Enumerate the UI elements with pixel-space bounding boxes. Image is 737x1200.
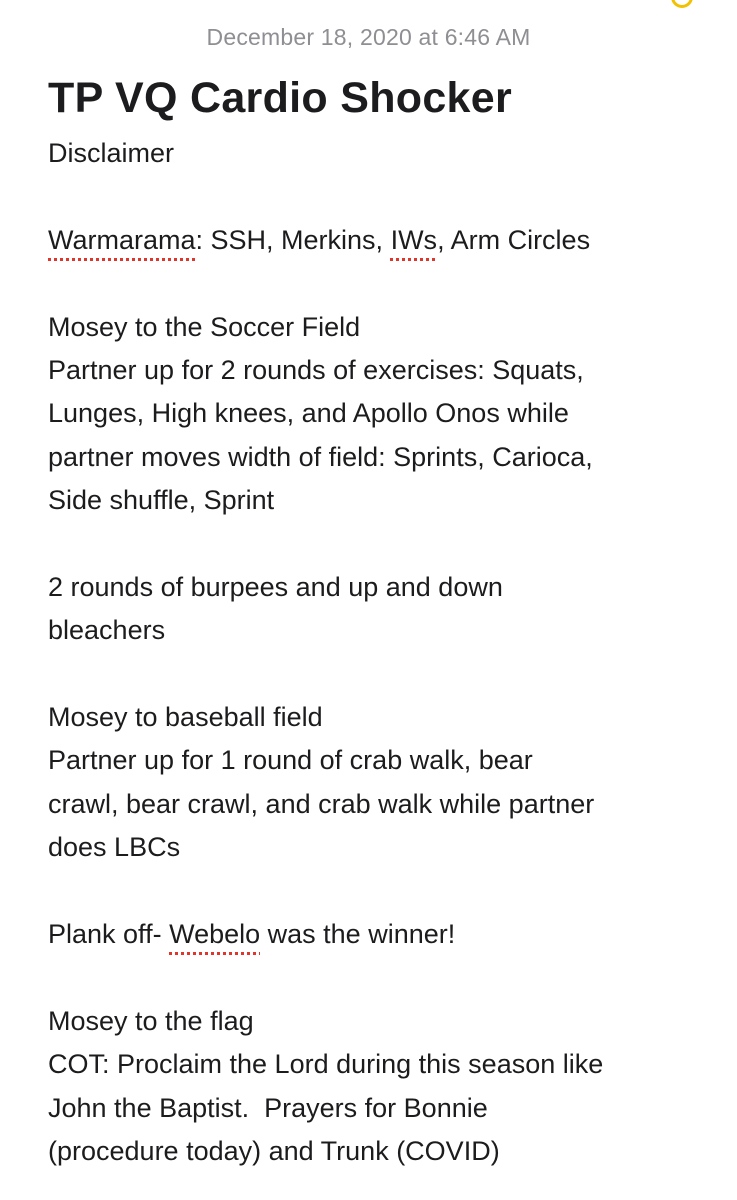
status-dot-icon [671, 0, 693, 8]
plank-text-end: was the winner! [260, 919, 456, 950]
misspelled-word-iws[interactable]: IWs [390, 224, 438, 255]
note-body[interactable] [48, 132, 718, 1173]
blank-line [48, 870, 718, 913]
misspelled-word-warmarama[interactable]: Warmarama [48, 224, 196, 255]
misspelled-word-webelo[interactable]: Webelo [169, 919, 261, 950]
blank-line [48, 653, 718, 696]
note-line-soccer-3: partner moves width of field: Sprints, Carioca, [48, 441, 593, 472]
note-line-plank [48, 913, 718, 956]
note-line-baseball-3: does LBCs [48, 832, 181, 863]
warmarama-text: : SSH, Merkins, [195, 224, 391, 255]
note-title[interactable]: TP VQ Cardio Shocker [48, 74, 513, 122]
note-line-soccer-2: Lunges, High knees, and Apollo Onos while [48, 398, 569, 429]
note-line-cot-3: (procedure today) and Trunk (COVID) [48, 1135, 500, 1166]
note-date: December 18, 2020 at 6:46 AM [206, 24, 531, 50]
note-line-cot-1: COT: Proclaim the Lord during this season like [48, 1049, 604, 1080]
note-line-soccer-mosey: Mosey to the Soccer Field [48, 311, 361, 342]
blank-line [48, 175, 718, 218]
note-line-baseball-1: Partner up for 1 round of crab walk, bear [48, 745, 533, 776]
plank-text-start: Plank off- [48, 919, 170, 950]
blank-line [48, 262, 718, 305]
warmarama-text-end: , Arm Circles [437, 224, 591, 255]
note-line-soccer-1: Partner up for 2 rounds of exercises: Squats, [48, 354, 584, 385]
note-line-burpees-1: 2 rounds of burpees and up and down [48, 571, 503, 602]
note-line-baseball-mosey: Mosey to baseball field [48, 702, 323, 733]
note-line-baseball-2: crawl, bear crawl, and crab walk while partner [48, 788, 595, 819]
note-line-soccer-4: Side shuffle, Sprint [48, 485, 275, 516]
note-line-flag-mosey: Mosey to the flag [48, 1005, 254, 1036]
note-line-warmarama [48, 219, 718, 262]
note-line-disclaimer: Disclaimer [48, 138, 175, 168]
note-line-burpees-2: bleachers [48, 615, 166, 646]
blank-line [48, 523, 718, 566]
blank-line [48, 956, 718, 999]
note-line-cot-2: John the Baptist. Prayers for Bonnie [48, 1092, 488, 1123]
